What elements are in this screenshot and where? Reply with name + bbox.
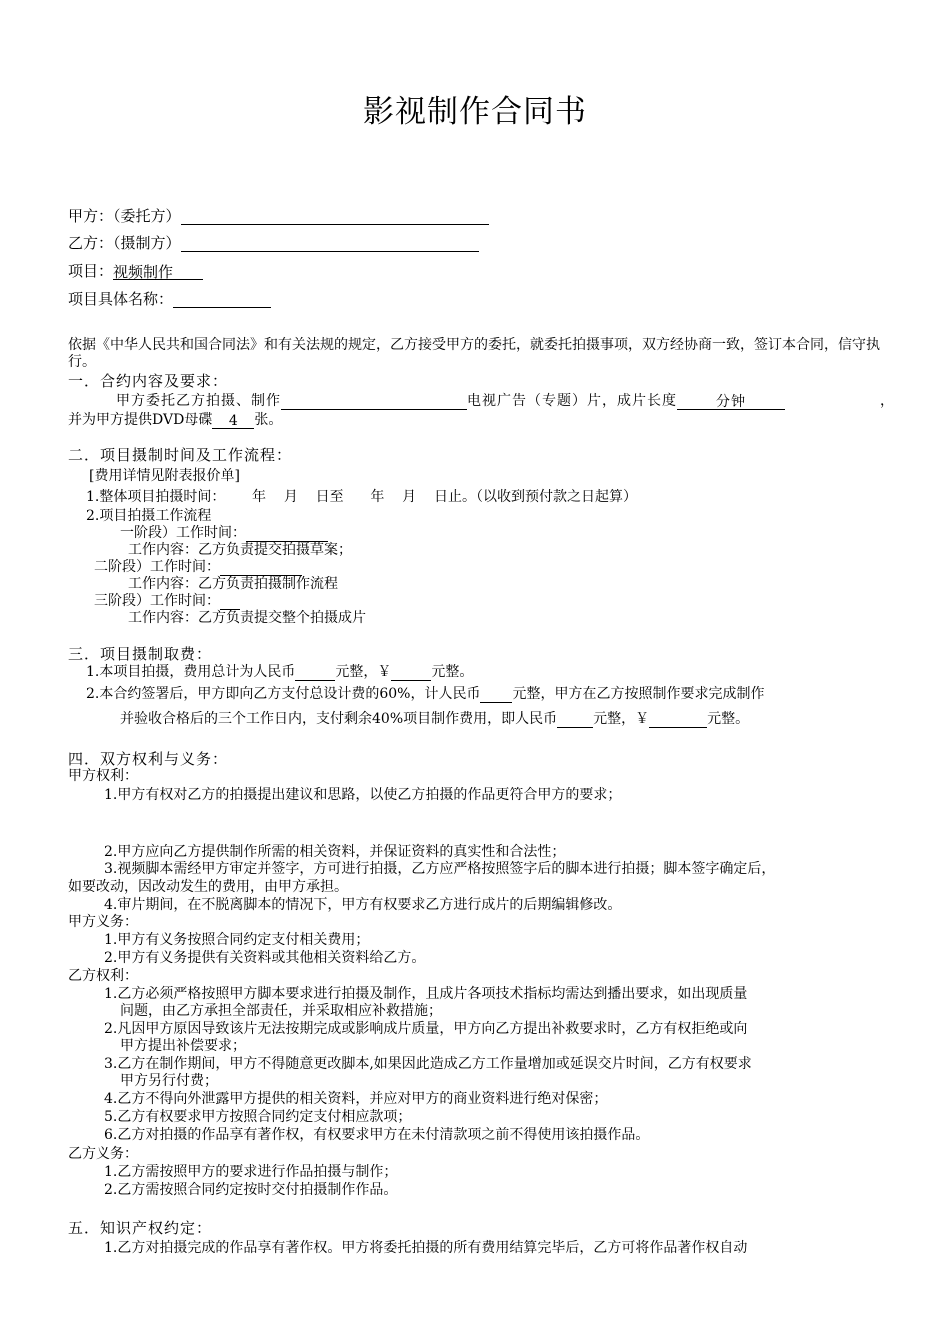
section-5-heading: 五．知识产权约定：	[68, 1219, 213, 1237]
s4-b-right-3: 3.乙方在制作期间，甲方不得随意更改脚本,如果因此造成乙方工作量增加或延误交片时间，乙方有权要求	[104, 1056, 752, 1072]
s1-film-blank[interactable]	[281, 393, 467, 410]
s1-text-a: 甲方委托乙方拍摄、制作	[116, 393, 281, 409]
s1-text-b: 电视广告（专题）片，成片长度	[467, 393, 677, 409]
s2-stage-2-time	[94, 558, 302, 576]
s4-a-duties-label: 甲方义务：	[68, 914, 138, 930]
s3-item-2-b: 元整，甲方在乙方按照制作要求完成制作	[512, 686, 765, 702]
s4-b-right-1-cont: 问题，由乙方承担全部责任，并采取相应补救措施；	[120, 1003, 442, 1019]
party-a-blank[interactable]	[181, 208, 489, 225]
s2-stage-3-time	[94, 592, 240, 610]
s3-balance-yen-blank[interactable]	[649, 711, 707, 728]
s2-stage-1-blank[interactable]	[246, 525, 328, 542]
project-label: 项目：	[68, 262, 114, 280]
s2-item-1: 1.整体项目拍摄时间： 年 月 日至 年 月 日止。（以收到预付款之日起算）	[86, 489, 637, 505]
s4-b-right-2-cont: 甲方提出补偿要求；	[120, 1038, 246, 1054]
s3-total-yen-blank[interactable]	[391, 664, 431, 681]
s1-line-1	[116, 392, 785, 410]
s2-item-2: 2.项目拍摄工作流程	[86, 508, 212, 524]
s1-comma: ，	[880, 393, 894, 409]
s4-b-right-2: 2.凡因甲方原因导致该片无法按期完成或影响成片质量，甲方向乙方提出补救要求时，乙方有权拒绝或向	[104, 1021, 748, 1037]
s3-item-1-a: 1.本项目拍摄，费用总计为人民币	[86, 664, 296, 680]
s3-item-1-c: 元整。	[431, 664, 474, 680]
s3-item-2-e: 元整。	[707, 711, 750, 727]
party-a-label: 甲方：（委托方）	[68, 207, 181, 225]
s4-b-duty-2: 2.乙方需按照合同约定按时交付拍摄制作作品。	[104, 1182, 398, 1198]
s4-a-right-3-cont: 如要改动，因改动发生的费用，由甲方承担。	[68, 879, 348, 895]
s3-item-2	[86, 685, 764, 703]
intro-paragraph: 依据《中华人民共和国合同法》和有关法规的规定，乙方接受甲方的委托，就委托拍摄事项，双方经协商一致，签订本合同，信守执行。	[68, 337, 880, 370]
s1-dvd-unit: 张。	[254, 412, 283, 428]
project-name-blank[interactable]	[173, 291, 271, 308]
s4-b-right-3-cont: 甲方另行付费；	[120, 1073, 218, 1089]
section-2-heading: 二．项目摄制时间及工作流程：	[68, 446, 293, 464]
s4-a-right-2: 2.甲方应向乙方提供制作所需的相关资料，并保证资料的真实性和合法性；	[104, 844, 566, 860]
s1-line-2	[68, 411, 282, 429]
s2-note: [费用详情见附表报价单]	[89, 468, 240, 484]
s4-a-right-3: 3.视频脚本需经甲方审定并签字，方可进行拍摄，乙方应严格按照签字后的脚本进行拍摄；脚本签字确定后，	[104, 861, 776, 877]
s4-a-duty-1: 1.甲方有义务按照合同约定支付相关费用；	[104, 932, 370, 948]
project-line	[68, 262, 203, 280]
s4-b-duties-label: 乙方义务：	[68, 1146, 138, 1162]
party-b-line	[68, 234, 479, 252]
s2-stage-1-time	[120, 524, 328, 542]
s2-stage-2-label: 二阶段）工作时间：	[94, 559, 220, 575]
page-title: 影视制作合同书	[363, 94, 587, 130]
s3-balance-rmb-blank[interactable]	[557, 711, 593, 728]
s3-total-rmb-blank[interactable]	[295, 664, 335, 681]
section-4-heading: 四．双方权利与义务：	[68, 750, 229, 768]
s4-a-right-1: 1.甲方有权对乙方的拍摄提出建议和思路，以使乙方拍摄的作品更符合甲方的要求；	[104, 787, 622, 803]
s3-item-2-c: 并验收合格后的三个工作日内，支付剩余40%项目制作费用，即人民币	[120, 711, 558, 727]
s2-stage-1-label: 一阶段）工作时间：	[120, 525, 246, 541]
s4-a-rights-label: 甲方权利：	[68, 768, 138, 784]
s2-stage-1-work: 工作内容：乙方负责提交拍摄草案；	[128, 542, 352, 558]
s3-item-1	[86, 663, 473, 681]
s3-item-1-b: 元整，￥	[335, 664, 392, 680]
s2-stage-3-label: 三阶段）工作时间：	[94, 593, 220, 609]
project-name-label: 项目具体名称：	[68, 290, 174, 308]
project-name-line	[68, 290, 271, 308]
section-3-heading: 三．项目摄制取费：	[68, 645, 213, 663]
project-value: 视频制作	[113, 263, 203, 280]
s4-b-right-1: 1.乙方必须严格按照甲方脚本要求进行拍摄及制作，且成片各项技术指标均需达到播出要求，如出现质量	[104, 986, 748, 1002]
s2-stage-3-work: 工作内容：乙方负责提交整个拍摄成片	[128, 610, 366, 626]
section-1-heading: 一．合约内容及要求：	[68, 372, 229, 390]
s2-stage-3-blank[interactable]	[220, 593, 240, 610]
s3-item-2-a: 2.本合约签署后，甲方即向乙方支付总设计费的60%，计人民币	[86, 686, 481, 702]
s4-b-right-6: 6.乙方对拍摄的作品享有著作权，有权要求甲方在未付清款项之前不得使用该拍摄作品。	[104, 1127, 650, 1143]
s5-item-1: 1.乙方对拍摄完成的作品享有著作权。甲方将委托拍摄的所有费用结算完毕后，乙方可将作品著作权自动	[104, 1240, 748, 1256]
party-b-label: 乙方：（摄制方）	[68, 234, 181, 252]
party-b-blank[interactable]	[181, 235, 479, 252]
party-a-line	[68, 207, 489, 225]
s4-b-right-5: 5.乙方有权要求甲方按照合同约定支付相应款项；	[104, 1109, 412, 1125]
s1-length-value: 分钟	[677, 393, 785, 410]
s4-b-rights-label: 乙方权利：	[68, 968, 138, 984]
s3-deposit-blank[interactable]	[480, 686, 512, 703]
s1-dvd-text: 并为甲方提供DVD母碟	[68, 412, 213, 428]
s2-stage-2-blank[interactable]	[220, 559, 302, 576]
s3-item-2-d: 元整，￥	[593, 711, 650, 727]
s4-a-right-4: 4.审片期间，在不脱离脚本的情况下，甲方有权要求乙方进行成片的后期编辑修改。	[104, 897, 622, 913]
s4-a-duty-2: 2.甲方有义务提供有关资料或其他相关资料给乙方。	[104, 950, 426, 966]
s4-b-right-4: 4.乙方不得向外泄露甲方提供的相关资料，并应对甲方的商业资料进行绝对保密；	[104, 1091, 608, 1107]
s4-b-duty-1: 1.乙方需按照甲方的要求进行作品拍摄与制作；	[104, 1164, 398, 1180]
s2-stage-2-work: 工作内容：乙方负责拍摄制作流程	[128, 576, 338, 592]
s1-dvd-count: 4	[212, 412, 254, 429]
s3-item-2-cont	[120, 710, 749, 728]
